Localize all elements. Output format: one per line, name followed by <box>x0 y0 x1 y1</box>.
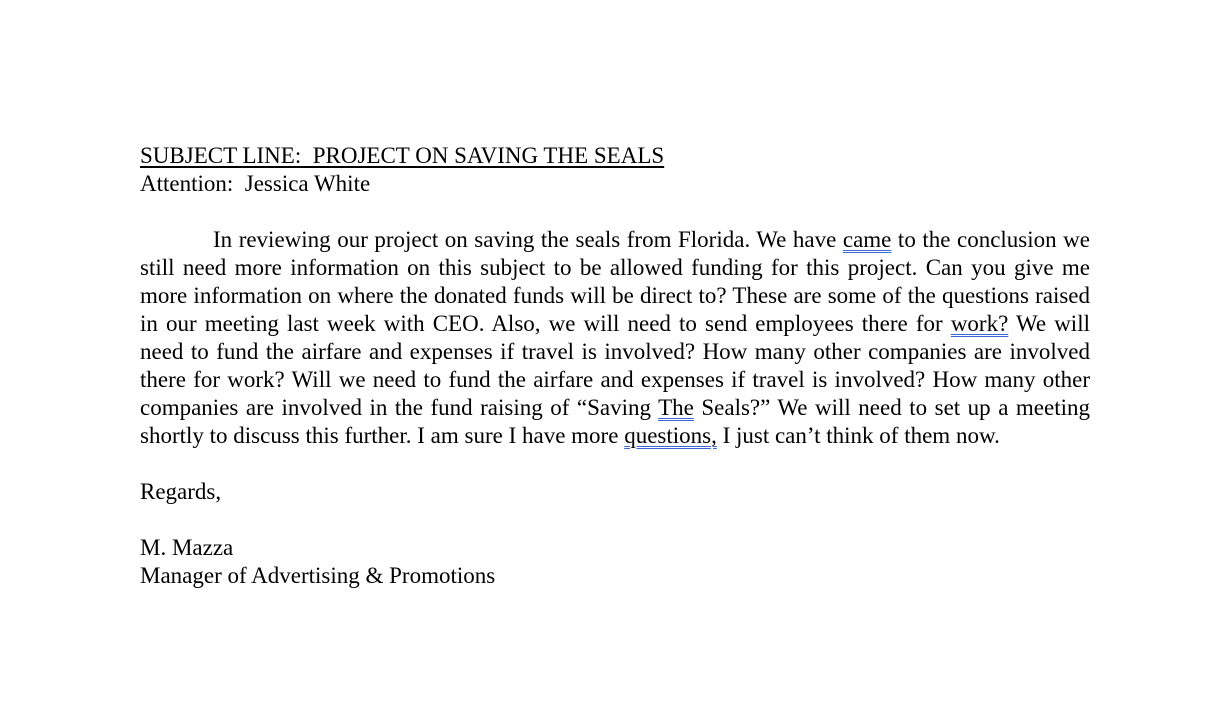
grammar-flag-work[interactable]: work? <box>950 311 1009 336</box>
attention-line: Attention: Jessica White <box>140 171 371 196</box>
body-paragraph <box>140 226 1090 450</box>
signature-name: M. Mazza <box>140 535 234 560</box>
body-text-3: We will need to fund the airfare and expenses if travel is involved? How many other companies are involved there for work? Will we need to fund the airfare and expenses if travel is involved? How many other companies are involved in the fund raising of “Saving <box>140 311 1090 420</box>
body-text-5: I just can’t think of them now. <box>716 423 1000 448</box>
closing: Regards, <box>140 479 222 504</box>
blank-line <box>140 506 1090 534</box>
letter-document <box>140 142 1090 590</box>
body-text-4: Seals?” We will need to set up a meeting shortly to discuss this further. I am sure I have more <box>140 395 1090 448</box>
blank-line <box>140 198 1090 226</box>
grammar-flag-the[interactable]: The <box>658 395 694 420</box>
signature-title: Manager of Advertising & Promotions <box>140 563 496 588</box>
subject-line: SUBJECT LINE: PROJECT ON SAVING THE SEALS <box>140 143 665 168</box>
blank-line <box>140 450 1090 478</box>
body-text-1: In reviewing our project on saving the seals from Florida. We have <box>213 227 843 252</box>
body-text-2: to the conclusion we still need more information on this subject to be allowed funding for this project. Can you give me more information on where the donated funds will be direct to? These are some of the questions raised in our meeting last week with CEO. Also, we will need to send employees there for <box>140 227 1090 336</box>
grammar-flag-questions[interactable]: questions, <box>624 423 717 448</box>
grammar-flag-came[interactable]: came <box>842 227 892 252</box>
